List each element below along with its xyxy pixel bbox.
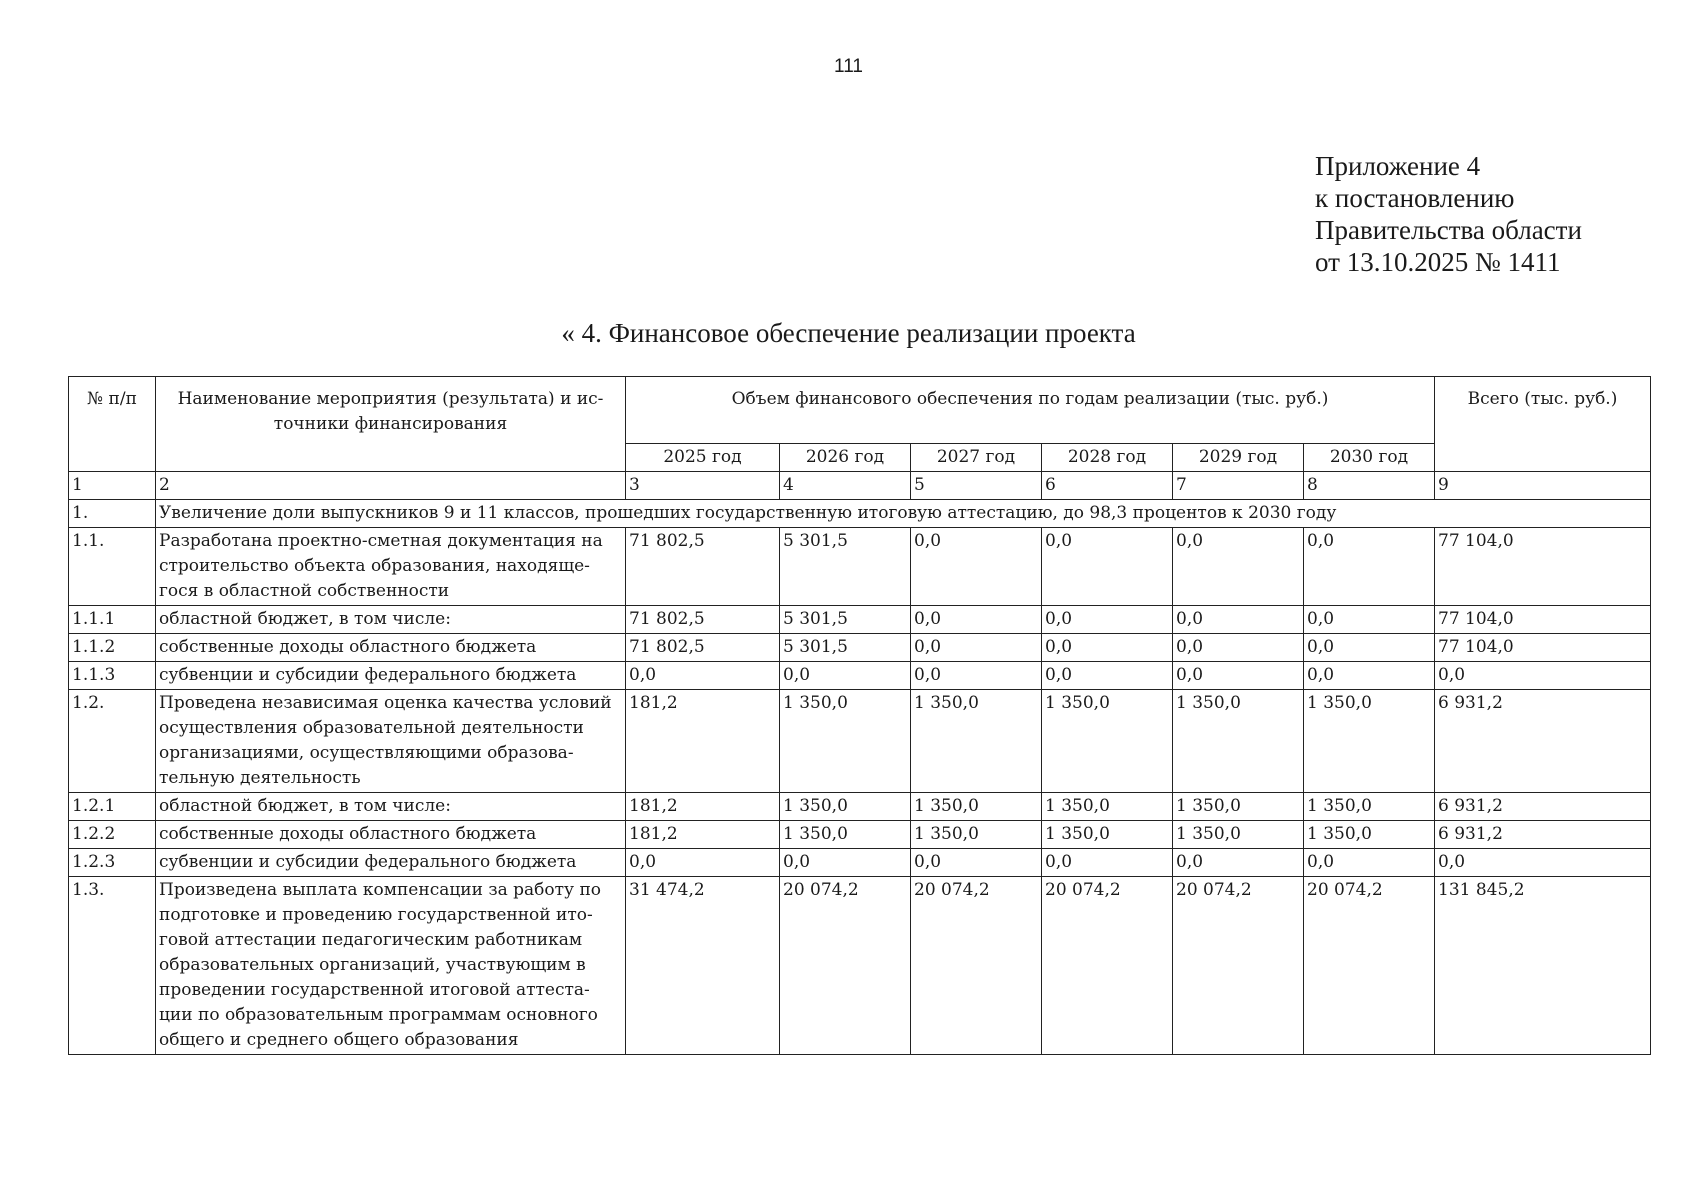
row-total: 77 104,0 bbox=[1435, 606, 1651, 634]
row-value: 0,0 bbox=[1304, 662, 1435, 690]
row-value: 0,0 bbox=[1042, 606, 1173, 634]
row-value: 1 350,0 bbox=[780, 821, 911, 849]
row-name: областной бюджет, в том числе: bbox=[156, 606, 626, 634]
row-value: 1 350,0 bbox=[1042, 793, 1173, 821]
row-total: 77 104,0 bbox=[1435, 528, 1651, 606]
row-name: Разработана проектно-сметная документация на строительство объекта образования, находяще-гося в областной собственности bbox=[156, 528, 626, 606]
column-number-row bbox=[69, 472, 1651, 500]
row-name: субвенции и субсидии федерального бюджета bbox=[156, 849, 626, 877]
row-value: 1 350,0 bbox=[1042, 690, 1173, 793]
row-value: 0,0 bbox=[1173, 606, 1304, 634]
table-row bbox=[69, 849, 1651, 877]
row-value: 0,0 bbox=[1304, 634, 1435, 662]
row-value: 0,0 bbox=[1042, 528, 1173, 606]
row-num: 1.2.3 bbox=[69, 849, 156, 877]
row-value: 1 350,0 bbox=[911, 793, 1042, 821]
table-row bbox=[69, 528, 1651, 606]
row-value: 0,0 bbox=[911, 662, 1042, 690]
row-value: 0,0 bbox=[1304, 606, 1435, 634]
column-number: 2 bbox=[156, 472, 626, 500]
row-value: 20 074,2 bbox=[780, 877, 911, 1055]
header-volume: Объем финансового обеспечения по годам реализации (тыс. руб.) bbox=[626, 377, 1435, 444]
table-row bbox=[69, 821, 1651, 849]
row-value: 5 301,5 bbox=[780, 606, 911, 634]
row-total: 6 931,2 bbox=[1435, 793, 1651, 821]
row-value: 0,0 bbox=[1173, 849, 1304, 877]
row-total: 0,0 bbox=[1435, 662, 1651, 690]
row-name: собственные доходы областного бюджета bbox=[156, 821, 626, 849]
appendix-line: Правительства области bbox=[1315, 215, 1582, 245]
header-total: Всего (тыс. руб.) bbox=[1435, 377, 1651, 472]
row-value: 1 350,0 bbox=[1042, 821, 1173, 849]
row-name: субвенции и субсидии федерального бюджета bbox=[156, 662, 626, 690]
row-value: 0,0 bbox=[1173, 528, 1304, 606]
appendix-line: от 13.10.2025 № 1411 bbox=[1315, 247, 1561, 277]
column-number: 6 bbox=[1042, 472, 1173, 500]
row-total: 77 104,0 bbox=[1435, 634, 1651, 662]
row-value: 0,0 bbox=[1042, 662, 1173, 690]
row-value: 0,0 bbox=[626, 662, 780, 690]
row-value: 1 350,0 bbox=[1173, 821, 1304, 849]
header-year: 2029 год bbox=[1173, 444, 1304, 472]
row-value: 1 350,0 bbox=[1173, 690, 1304, 793]
row-value: 181,2 bbox=[626, 821, 780, 849]
row-name: собственные доходы областного бюджета bbox=[156, 634, 626, 662]
row-num: 1.2. bbox=[69, 690, 156, 793]
row-value: 0,0 bbox=[1304, 849, 1435, 877]
row-value: 71 802,5 bbox=[626, 528, 780, 606]
row-total: 0,0 bbox=[1435, 849, 1651, 877]
row-value: 71 802,5 bbox=[626, 606, 780, 634]
column-number: 5 bbox=[911, 472, 1042, 500]
header-row bbox=[69, 377, 1651, 444]
financing-table bbox=[68, 376, 1651, 1055]
row-value: 1 350,0 bbox=[911, 690, 1042, 793]
row-value: 181,2 bbox=[626, 690, 780, 793]
row-total: 6 931,2 bbox=[1435, 821, 1651, 849]
section-num: 1. bbox=[69, 500, 156, 528]
row-value: 0,0 bbox=[911, 606, 1042, 634]
header-num: № п/п bbox=[69, 377, 156, 472]
row-value: 5 301,5 bbox=[780, 634, 911, 662]
column-number: 9 bbox=[1435, 472, 1651, 500]
header-year: 2028 год bbox=[1042, 444, 1173, 472]
row-total: 131 845,2 bbox=[1435, 877, 1651, 1055]
row-value: 1 350,0 bbox=[911, 821, 1042, 849]
row-value: 20 074,2 bbox=[1173, 877, 1304, 1055]
row-value: 0,0 bbox=[1173, 662, 1304, 690]
row-value: 1 350,0 bbox=[780, 690, 911, 793]
row-value: 0,0 bbox=[911, 849, 1042, 877]
row-num: 1.1.3 bbox=[69, 662, 156, 690]
header-year: 2030 год bbox=[1304, 444, 1435, 472]
column-number: 7 bbox=[1173, 472, 1304, 500]
table-row bbox=[69, 793, 1651, 821]
row-value: 181,2 bbox=[626, 793, 780, 821]
row-value: 1 350,0 bbox=[1173, 793, 1304, 821]
row-num: 1.2.1 bbox=[69, 793, 156, 821]
row-value: 1 350,0 bbox=[1304, 821, 1435, 849]
row-total: 6 931,2 bbox=[1435, 690, 1651, 793]
row-value: 0,0 bbox=[780, 849, 911, 877]
row-value: 0,0 bbox=[911, 528, 1042, 606]
header-year: 2026 год bbox=[780, 444, 911, 472]
row-value: 5 301,5 bbox=[780, 528, 911, 606]
header-year: 2027 год bbox=[911, 444, 1042, 472]
row-value: 1 350,0 bbox=[1304, 690, 1435, 793]
row-value: 0,0 bbox=[780, 662, 911, 690]
row-value: 20 074,2 bbox=[1304, 877, 1435, 1055]
column-number: 8 bbox=[1304, 472, 1435, 500]
row-value: 71 802,5 bbox=[626, 634, 780, 662]
row-num: 1.1.1 bbox=[69, 606, 156, 634]
row-num: 1.2.2 bbox=[69, 821, 156, 849]
row-value: 0,0 bbox=[1304, 528, 1435, 606]
row-name: Произведена выплата компенсации за работу по подготовке и проведению государственной ито-говой аттестации педагогическим работникам образовательных организаций, участвующим в проведении государственной итоговой аттеста-ции по образовательным программам основного общего и среднего общего образования bbox=[156, 877, 626, 1055]
row-value: 0,0 bbox=[1042, 634, 1173, 662]
document-title: « 4. Финансовое обеспечение реализации проекта bbox=[561, 318, 1136, 348]
row-value: 1 350,0 bbox=[780, 793, 911, 821]
row-value: 0,0 bbox=[1042, 849, 1173, 877]
column-number: 3 bbox=[626, 472, 780, 500]
row-value: 20 074,2 bbox=[911, 877, 1042, 1055]
row-name: Проведена независимая оценка качества условий осуществления образовательной деятельности организациями, осуществляющими образова-тельную деятельность bbox=[156, 690, 626, 793]
header-name: Наименование мероприятия (результата) и ис-точники финансирования bbox=[156, 377, 626, 472]
row-value: 31 474,2 bbox=[626, 877, 780, 1055]
column-number: 4 bbox=[780, 472, 911, 500]
row-num: 1.1.2 bbox=[69, 634, 156, 662]
row-value: 20 074,2 bbox=[1042, 877, 1173, 1055]
table-row bbox=[69, 877, 1651, 1055]
table-row bbox=[69, 662, 1651, 690]
row-name: областной бюджет, в том числе: bbox=[156, 793, 626, 821]
row-value: 0,0 bbox=[626, 849, 780, 877]
row-num: 1.1. bbox=[69, 528, 156, 606]
section-text: Увеличение доли выпускников 9 и 11 классов, прошедших государственную итоговую аттестацию, до 98,3 процентов к 2030 году bbox=[156, 500, 1651, 528]
header-year: 2025 год bbox=[626, 444, 780, 472]
appendix-block bbox=[1315, 150, 1582, 278]
page-number: 111 bbox=[834, 56, 863, 77]
row-value: 0,0 bbox=[1173, 634, 1304, 662]
table-row bbox=[69, 690, 1651, 793]
table-row bbox=[69, 634, 1651, 662]
row-value: 1 350,0 bbox=[1304, 793, 1435, 821]
row-value: 0,0 bbox=[911, 634, 1042, 662]
appendix-line: к постановлению bbox=[1315, 183, 1515, 213]
column-number: 1 bbox=[69, 472, 156, 500]
section-row bbox=[69, 500, 1651, 528]
table-row bbox=[69, 606, 1651, 634]
row-num: 1.3. bbox=[69, 877, 156, 1055]
appendix-line: Приложение 4 bbox=[1315, 151, 1481, 181]
